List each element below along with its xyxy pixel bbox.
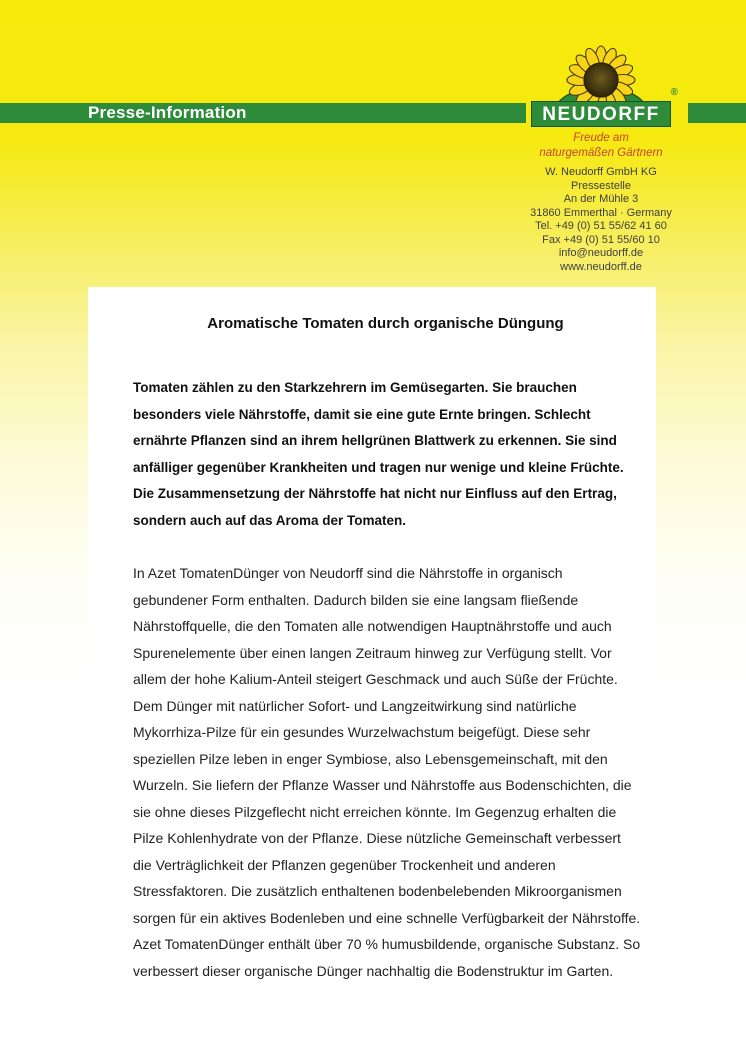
contact-block	[460, 166, 742, 274]
brand-wordmark: NEUDORFF	[542, 103, 660, 125]
contact-line-city: 31860 Emmerthal · Germany	[530, 206, 672, 219]
press-banner-label: Presse-Information	[88, 103, 247, 122]
tagline-line-1: Freude am	[573, 132, 629, 144]
press-banner	[0, 103, 526, 123]
article-title: Aromatische Tomaten durch organische Düngung	[207, 315, 564, 332]
brand-tagline	[514, 131, 688, 161]
tagline-line-2: naturgemäßen Gärtnern	[539, 147, 663, 159]
contact-line-street: An der Mühle 3	[563, 193, 639, 205]
press-banner-right-segment	[688, 103, 746, 123]
registered-trademark-icon: ®	[670, 87, 678, 98]
contact-line-phone: Tel. +49 (0) 51 55/62 41 60	[535, 220, 667, 232]
contact-line-department: Pressestelle	[571, 179, 631, 192]
contact-line-company: W. Neudorff GmbH KG	[545, 166, 657, 178]
article-paragraph: Azet TomatenDünger enthält über 70 % humusbildende, organische Substanz. So verbessert dieser organische Dünger nachhaltig die Bodenstruktur im Garten.	[133, 936, 641, 979]
press-release-sheet	[88, 287, 656, 1056]
article-paragraph: In Azet TomatenDünger von Neudorff sind die Nährstoffe in organisch gebundener Form enthalten. Dadurch bilden sie eine langsam fließende Nährstoffquelle, die den Tomaten alle notwendigen Hauptnährstoffe und auch Spurenelemente über einen langen Zeitraum hinweg zur Verfügung stellt. Vor allem der hohe Kalium-Anteil steigert Geschmack und auch Süße der Früchte.	[133, 565, 618, 687]
article-paragraph: Dem Dünger mit natürlicher Sofort- und Langzeitwirkung sind natürliche Mykorrhiza-Pilze für ein gesundes Wurzelwachstum beigefügt. Diese sehr speziellen Pilze leben in enger Symbiose, also Lebensgemeinschaft, mit den Wurzeln. Sie liefern der Pflanze Wasser und Nährstoffe aus Bodenschichten, die sie ohne dieses Pilzgeflecht nicht erreichen könnte. Im Gegenzug erhalten die Pilze Kohlenhydrate von der Pflanze. Diese nützliche Gemeinschaft verbessert die Verträglichkeit der Pflanzen gegenüber Trockenheit und anderen Stressfaktoren. Die zusätzlich enthaltenen bodenbelebenden Mikroorganismen sorgen für ein aktives Bodenleben und eine schnelle Verfügbarkeit der Nährstoffe.	[133, 697, 641, 926]
contact-line-fax: Fax +49 (0) 51 55/60 10	[542, 233, 660, 246]
contact-line-email: info@neudorff.de	[558, 247, 644, 259]
neudorff-logo	[528, 42, 678, 159]
flower-center-icon	[584, 63, 618, 97]
brand-wordmark-box	[531, 101, 671, 127]
contact-line-website: www.neudorff.de	[560, 260, 642, 273]
article-intro: Tomaten zählen zu den Starkzehrern im Gemüsegarten. Sie brauchen besonders viele Nährstoffe, damit sie eine gute Ernte bringen. Schlecht ernährte Pflanzen sind an ihrem hellgrünen Blattwerk zu erkennen. Sie sind anfälliger gegenüber Krankheiten und tragen nur wenige und kleine Früchte. Die Zusammensetzung der Nährstoffe hat nicht nur Einfluss auf den Ertrag, sondern auch auf das Aroma der Tomaten.	[133, 380, 624, 528]
